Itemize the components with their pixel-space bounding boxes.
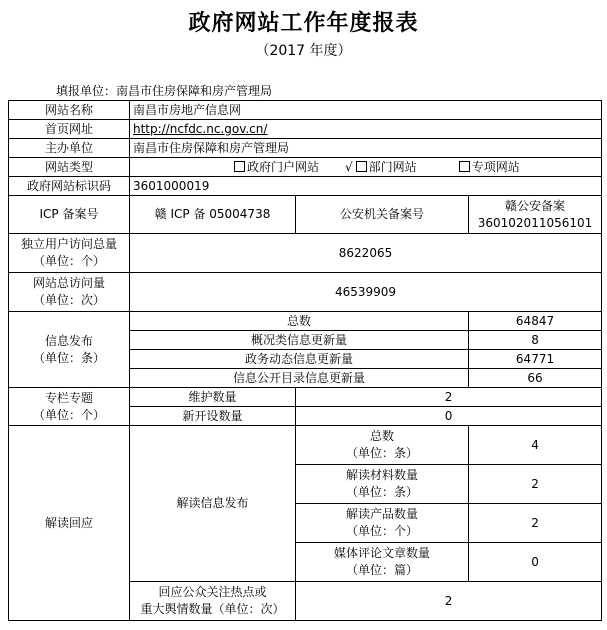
column-item-label: 维护数量: [130, 388, 296, 407]
column-label: [9, 388, 130, 426]
column-label-line2: （单位：个）: [32, 407, 105, 422]
row-host: [9, 139, 602, 158]
response-item-label: [296, 504, 469, 543]
pv-value: 46539909: [130, 273, 602, 312]
response-item-line2: （单位：个）: [345, 524, 418, 538]
uv-label: [9, 234, 130, 273]
response-item-value: 2: [469, 465, 602, 504]
info-label: [9, 312, 130, 388]
report-year: （2017 年度）: [255, 43, 352, 59]
info-item-value: 64847: [469, 312, 602, 331]
police-value-line2: 36010201105610​1: [477, 215, 593, 230]
info-label-line1: 信息发布: [44, 333, 93, 348]
site-name-value: 南昌市房地产信息网: [130, 101, 602, 120]
row-response-total: [9, 426, 602, 465]
response-item-line2: （单位：篇）: [345, 563, 418, 577]
police-value-line1: 赣公安备案: [505, 198, 566, 213]
checkbox-portal[interactable]: [234, 161, 245, 172]
response-hot-value: 2: [296, 582, 602, 621]
row-uv: [9, 234, 602, 273]
police-label: 公安机关备案号: [296, 196, 469, 234]
response-item-line1: 解读材料数量: [345, 468, 418, 482]
row-homepage: [9, 120, 602, 139]
checkbox-special[interactable]: [459, 161, 470, 172]
info-item-value: 66: [469, 369, 602, 388]
info-label-line2: （单位：条）: [32, 350, 105, 365]
response-hot-line1: 回应公众关注热点或: [158, 585, 267, 599]
report-title: 政府网站工作年度报表: [188, 10, 419, 36]
response-item-line2: （单位：条）: [345, 446, 418, 460]
host-value: 南昌市住房保障和房产管理局: [130, 139, 602, 158]
info-item-label: 概况类信息更新量: [130, 331, 469, 350]
site-type-options: [130, 158, 602, 177]
homepage-label: 首页网址: [9, 120, 130, 139]
response-hot-line2: 重大舆情数量（单位：次）: [140, 602, 285, 616]
site-code-value: 3601000019: [130, 177, 602, 196]
response-item-label: [296, 426, 469, 465]
row-icp: [9, 196, 602, 234]
report-table: [8, 100, 602, 621]
site-code-label: 政府网站标识码: [9, 177, 130, 196]
row-site-type: [9, 158, 602, 177]
response-hot-label: [130, 582, 296, 621]
site-type-label: 网站类型: [9, 158, 130, 177]
site-name-label: 网站名称: [9, 101, 130, 120]
info-item-label: 政务动态信息更新量: [130, 350, 469, 369]
row-pv: [9, 273, 602, 312]
response-item-line1: 解读产品数量: [345, 507, 418, 521]
homepage-link[interactable]: http://ncfdc.nc.gov.cn/: [133, 121, 268, 136]
response-sub-label: 解读信息发布: [130, 426, 296, 582]
column-item-value: 2: [296, 388, 602, 407]
option-portal-label: 政府门户网站: [247, 159, 320, 174]
host-label: 主办单位: [9, 139, 130, 158]
row-column-maintain: [9, 388, 602, 407]
pv-label-line1: 网站总访问量: [32, 276, 105, 290]
option-special-label: 专项网站: [471, 159, 520, 174]
response-item-line1: 总数: [369, 429, 394, 443]
response-item-label: [296, 543, 469, 582]
uv-value: 8622065: [130, 234, 602, 273]
icp-value: 赣 ICP 备 05004738: [130, 196, 296, 234]
icp-label: ICP 备案号: [9, 196, 130, 234]
row-site-name: [9, 101, 602, 120]
response-item-line2: （单位：条）: [345, 485, 418, 499]
option-department-label: 部门网站: [368, 159, 417, 174]
response-item-value: 2: [469, 504, 602, 543]
uv-label-line2: （单位：个）: [32, 254, 105, 268]
info-item-label: 信息公开目录信息更新量: [130, 369, 469, 388]
row-info-total: [9, 312, 602, 331]
info-item-value: 64771: [469, 350, 602, 369]
column-label-line1: 专栏专题: [44, 390, 93, 405]
police-value: [469, 196, 602, 234]
uv-label-line1: 独立用户访问总量: [20, 237, 117, 251]
pv-label: [9, 273, 130, 312]
column-item-label: 新开设数量: [130, 407, 296, 426]
response-label: 解读回应: [9, 426, 130, 621]
info-item-label: 总数: [130, 312, 469, 331]
column-item-value: 0: [296, 407, 602, 426]
filler-unit: 填报单位：南昌市住房保障和房产管理局: [56, 84, 273, 98]
response-item-value: 0: [469, 543, 602, 582]
row-site-code: [9, 177, 602, 196]
response-item-label: [296, 465, 469, 504]
checkbox-department[interactable]: [356, 161, 367, 172]
pv-label-line2: （单位：次）: [32, 293, 105, 307]
check-mark: √: [345, 159, 353, 174]
response-item-value: 4: [469, 426, 602, 465]
info-item-value: 8: [469, 331, 602, 350]
response-item-line1: 媒体评论文章数量: [333, 546, 430, 560]
